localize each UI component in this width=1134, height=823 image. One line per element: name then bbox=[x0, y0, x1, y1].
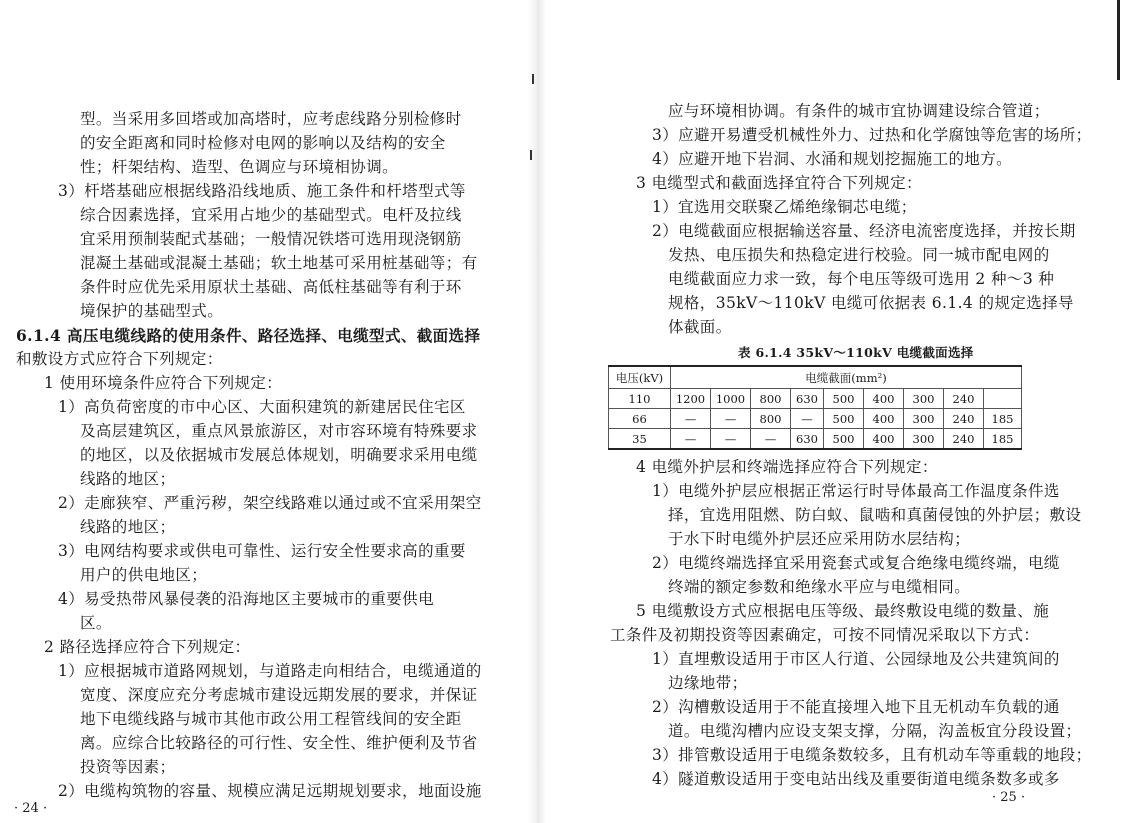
text-line: 及高层建筑区，重点风景旅游区，对市容环境有特殊要求 bbox=[80, 422, 478, 440]
text-line: 3）电网结构要求或供电可靠性、运行安全性要求高的重要 bbox=[58, 542, 466, 560]
table-cell: 800 bbox=[751, 409, 791, 429]
book-gutter bbox=[528, 0, 546, 823]
table-cell: 500 bbox=[824, 409, 864, 429]
table-cell: 630 bbox=[791, 389, 824, 409]
text-line: 地下电缆线路与城市其他市政公用工程管线间的安全距 bbox=[80, 710, 462, 728]
text-line: 区。 bbox=[80, 614, 112, 632]
table-cell: — bbox=[751, 429, 791, 450]
text-line: 离。应综合比较路径的可行性、安全性、维护便利及节省 bbox=[80, 734, 478, 752]
table-cell: 300 bbox=[904, 409, 944, 429]
item-heading: 3 电缆型式和截面选择宜符合下列规定： bbox=[636, 174, 922, 192]
text-line: 性；杆架结构、造型、色调应与环境相协调。 bbox=[80, 158, 399, 176]
text-line: 2）走廊狭窄、严重污秽，架空线路难以通过或不宜采用架空 bbox=[58, 494, 482, 512]
table-header-row bbox=[609, 366, 1022, 389]
table-cell: 1200 bbox=[671, 389, 711, 409]
table-cell: — bbox=[671, 409, 711, 429]
text-line: 2）电缆终端选择宜采用瓷套式或复合绝缘电缆终端，电缆 bbox=[652, 554, 1060, 572]
text-line: 于水下时电缆外护层还应采用防水层结构； bbox=[668, 530, 971, 548]
table-cell: 400 bbox=[864, 389, 904, 409]
page-24 bbox=[0, 0, 520, 823]
text-line: 用户的供电地区； bbox=[80, 566, 208, 584]
page-number: · 25 · bbox=[992, 790, 1026, 805]
cell-voltage: 66 bbox=[609, 409, 671, 429]
text-line: 型。当采用多回塔或加高塔时，应考虑线路分别检修时 bbox=[80, 110, 462, 128]
text-line: 和敷设方式应符合下列规定： bbox=[16, 350, 223, 368]
table-cell: 240 bbox=[944, 409, 984, 429]
table-row bbox=[609, 389, 1022, 409]
text-line: 3）应避开易遭受机械性外力、过热和化学腐蚀等危害的场所； bbox=[652, 126, 1092, 144]
cell-voltage: 35 bbox=[609, 429, 671, 450]
table-cell: 630 bbox=[791, 429, 824, 450]
text-line: 道。电缆沟槽内应设支架支撑，分隔，沟盖板宜分段设置； bbox=[668, 722, 1082, 740]
text-line: 电缆截面应力求一致，每个电压等级可选用 2 种～3 种 bbox=[668, 270, 1055, 288]
table-cell: 185 bbox=[984, 429, 1022, 450]
item-heading: 1 使用环境条件应符合下列规定： bbox=[44, 374, 283, 392]
text-line: 3）排管敷设适用于电缆条数较多，且有机动车等重载的地段； bbox=[652, 746, 1092, 764]
text-line: 混凝土基础或混凝土基础；软土地基可采用桩基础等；有 bbox=[80, 254, 478, 272]
table-cell: — bbox=[671, 429, 711, 450]
text-line: 4）应避开地下岩洞、水涌和规划挖掘施工的地方。 bbox=[652, 150, 1013, 168]
text-line: 1）高负荷密度的市中心区、大面积建筑的新建居民住宅区 bbox=[58, 398, 466, 416]
page-number: · 24 · bbox=[14, 801, 48, 816]
table-cell: 500 bbox=[824, 389, 864, 409]
table-cell: 400 bbox=[864, 429, 904, 450]
text-line: 发热、电压损失和热稳定进行校验。同一城市配电网的 bbox=[668, 246, 1050, 264]
table-caption: 表 6.1.4 35kV～110kV 电缆截面选择 bbox=[738, 345, 974, 360]
text-line: 宜采用预制装配式基础；一般情况铁塔可选用现浇钢筋 bbox=[80, 230, 462, 248]
table-cell bbox=[984, 389, 1022, 409]
text-line: 4）隧道敷设适用于变电站出线及重要街道电缆条数多或多 bbox=[652, 770, 1060, 788]
item-heading: 4 电缆外护层和终端选择应符合下列规定： bbox=[636, 458, 938, 476]
text-line: 线路的地区； bbox=[80, 518, 176, 536]
header-cable-section: 电缆截面(mm²) bbox=[671, 366, 1022, 389]
text-line: 的地区，以及依据城市发展总体规划，明确要求采用电缆 bbox=[80, 446, 478, 464]
clause-heading: 6.1.4 高压电缆线路的使用条件、路径选择、电缆型式、截面选择 bbox=[16, 326, 481, 345]
table-cell: — bbox=[791, 409, 824, 429]
table-row bbox=[609, 409, 1022, 429]
text-line: 1）电缆外护层应根据正常运行时导体最高工作温度条件选 bbox=[652, 482, 1060, 500]
text-line: 2）沟槽敷设适用于不能直接埋入地下且无机动车负载的通 bbox=[652, 698, 1060, 716]
scan-mark bbox=[530, 150, 532, 160]
text-line: 体截面。 bbox=[668, 318, 732, 336]
cell-voltage: 110 bbox=[609, 389, 671, 409]
header-voltage: 电压(kV) bbox=[609, 366, 671, 389]
scan-mark bbox=[532, 74, 534, 84]
text-line: 边缘地带； bbox=[668, 674, 748, 692]
table-cell: — bbox=[711, 409, 751, 429]
text-line: 4）易受热带风暴侵袭的沿海地区主要城市的重要供电 bbox=[58, 590, 434, 608]
table-cell: 300 bbox=[904, 429, 944, 450]
text-line: 境保护的基础型式。 bbox=[80, 302, 224, 320]
text-line: 投资等因素； bbox=[80, 758, 176, 776]
text-line: 的安全距离和同时检修对电网的影响以及结构的安全 bbox=[80, 134, 446, 152]
text-line: 1）宜选用交联聚乙烯绝缘铜芯电缆； bbox=[652, 198, 917, 216]
text-line: 应与环境相协调。有条件的城市宜协调建设综合管道； bbox=[668, 102, 1050, 120]
table-cell: 240 bbox=[944, 389, 984, 409]
text-line: 2）电缆构筑物的容量、规模应满足远期规划要求，地面设施 bbox=[58, 782, 482, 800]
text-line: 3）杆塔基础应根据线路沿线地质、施工条件和杆塔型式等 bbox=[58, 182, 466, 200]
cable-section-table bbox=[608, 365, 1022, 450]
table-cell: — bbox=[711, 429, 751, 450]
table-cell: 500 bbox=[824, 429, 864, 450]
table-cell: 400 bbox=[864, 409, 904, 429]
table-row bbox=[609, 429, 1022, 450]
text-line: 线路的地区； bbox=[80, 470, 176, 488]
text-line: 终端的额定参数和绝缘水平应与电缆相同。 bbox=[668, 578, 971, 596]
table-cell: 185 bbox=[984, 409, 1022, 429]
text-line: 择，宜选用阻燃、防白蚁、鼠啮和真菌侵蚀的外护层；敷设 bbox=[668, 506, 1082, 524]
text-line: 条件时应优先采用原状土基础、高低柱基础等有利于环 bbox=[80, 278, 462, 296]
text-line: 1）直埋敷设适用于市区人行道、公园绿地及公共建筑间的 bbox=[652, 650, 1060, 668]
table-cell: 240 bbox=[944, 429, 984, 450]
text-line: 综合因素选择，宜采用占地少的基础型式。电杆及拉线 bbox=[80, 206, 462, 224]
text-line: 工条件及初期投资等因素确定，可按不同情况采取以下方式： bbox=[610, 626, 1040, 644]
text-line: 规格，35kV～110kV 电缆可依据表 6.1.4 的规定选择导 bbox=[668, 294, 1074, 312]
table-cell: 1000 bbox=[711, 389, 751, 409]
text-line: 宽度、深度应充分考虑城市建设远期发展的要求，并保证 bbox=[80, 686, 478, 704]
item-heading: 2 路径选择应符合下列规定： bbox=[44, 638, 251, 656]
text-line: 2）电缆截面应根据输送容量、经济电流密度选择，并按长期 bbox=[652, 222, 1076, 240]
text-line: 1）应根据城市道路网规划，与道路走向相结合，电缆通道的 bbox=[58, 662, 482, 680]
item-heading: 5 电缆敷设方式应根据电压等级、最终敷设电缆的数量、施 bbox=[636, 602, 1050, 620]
table-cell: 800 bbox=[751, 389, 791, 409]
table-cell: 300 bbox=[904, 389, 944, 409]
